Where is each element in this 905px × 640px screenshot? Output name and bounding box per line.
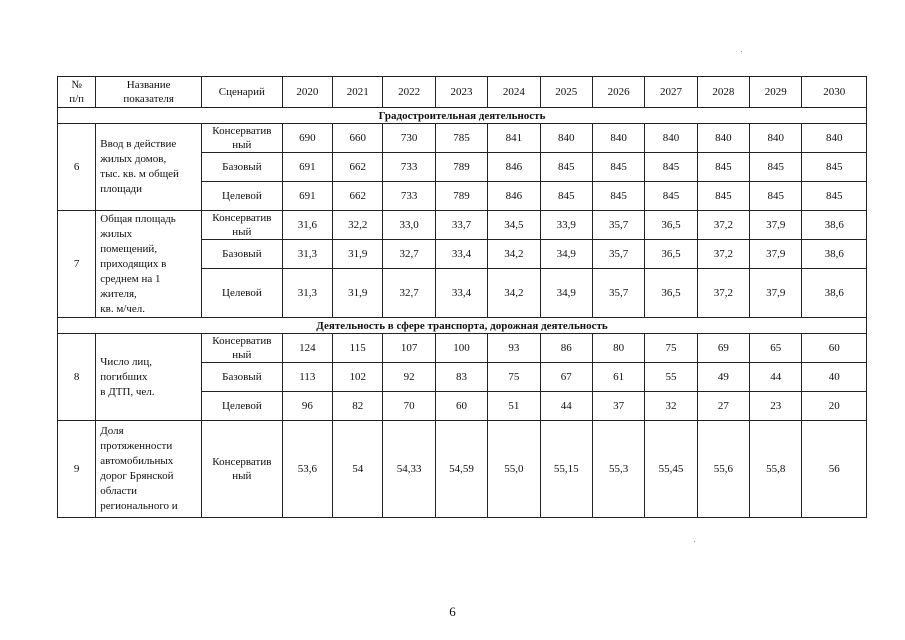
table-row: [58, 211, 867, 240]
value-cell: 37,9: [750, 240, 802, 269]
header-year: 2029: [750, 77, 802, 108]
header-year: 2022: [383, 77, 435, 108]
value-cell: 44: [750, 363, 802, 392]
value-cell: 56: [802, 421, 867, 518]
value-cell: 32,7: [383, 240, 435, 269]
scenario-cell: Целевой: [202, 182, 283, 211]
value-cell: 31,3: [282, 269, 332, 318]
header-num: № п/п: [58, 77, 96, 108]
table-header-row: [58, 77, 867, 108]
value-cell: 75: [488, 363, 540, 392]
value-cell: 36,5: [645, 211, 697, 240]
value-cell: 27: [697, 392, 749, 421]
value-cell: 38,6: [802, 240, 867, 269]
value-cell: 37,2: [697, 269, 749, 318]
value-cell: 845: [540, 182, 592, 211]
value-cell: 845: [592, 153, 644, 182]
value-cell: 33,7: [435, 211, 487, 240]
section-row: [58, 318, 867, 334]
value-cell: 93: [488, 334, 540, 363]
value-cell: 33,0: [383, 211, 435, 240]
value-cell: 33,4: [435, 240, 487, 269]
value-cell: 840: [645, 124, 697, 153]
value-cell: 691: [282, 153, 332, 182]
value-cell: 34,2: [488, 240, 540, 269]
value-cell: 44: [540, 392, 592, 421]
value-cell: 37,2: [697, 240, 749, 269]
indicator-number: 9: [58, 421, 96, 518]
value-cell: 35,7: [592, 211, 644, 240]
value-cell: 124: [282, 334, 332, 363]
value-cell: 845: [592, 182, 644, 211]
value-cell: 70: [383, 392, 435, 421]
value-cell: 33,4: [435, 269, 487, 318]
value-cell: 34,5: [488, 211, 540, 240]
header-year: 2023: [435, 77, 487, 108]
value-cell: 789: [435, 153, 487, 182]
scenario-cell: Консерватив ный: [202, 211, 283, 240]
indicator-name: Общая площадь жилых помещений, приходящих в среднем на 1 жителя, кв. м/чел.: [96, 211, 202, 318]
value-cell: 33,9: [540, 211, 592, 240]
value-cell: 20: [802, 392, 867, 421]
value-cell: 841: [488, 124, 540, 153]
header-year: 2028: [697, 77, 749, 108]
value-cell: 733: [383, 153, 435, 182]
value-cell: 845: [645, 182, 697, 211]
value-cell: 730: [383, 124, 435, 153]
value-cell: 82: [333, 392, 383, 421]
value-cell: 54,33: [383, 421, 435, 518]
value-cell: 840: [697, 124, 749, 153]
value-cell: 845: [697, 182, 749, 211]
value-cell: 37,9: [750, 211, 802, 240]
value-cell: 789: [435, 182, 487, 211]
value-cell: 32: [645, 392, 697, 421]
table-row: [58, 421, 867, 518]
value-cell: 107: [383, 334, 435, 363]
scenario-cell: Базовый: [202, 153, 283, 182]
value-cell: 75: [645, 334, 697, 363]
value-cell: 54,59: [435, 421, 487, 518]
header-indicator-name: Название показателя: [96, 77, 202, 108]
value-cell: 38,6: [802, 269, 867, 318]
value-cell: 690: [282, 124, 332, 153]
value-cell: 840: [592, 124, 644, 153]
scenario-cell: Консерватив ный: [202, 334, 283, 363]
header-year: 2025: [540, 77, 592, 108]
scenario-cell: Целевой: [202, 269, 283, 318]
value-cell: 67: [540, 363, 592, 392]
value-cell: 31,6: [282, 211, 332, 240]
scenario-cell: Целевой: [202, 392, 283, 421]
value-cell: 86: [540, 334, 592, 363]
value-cell: 55,45: [645, 421, 697, 518]
value-cell: 38,6: [802, 211, 867, 240]
value-cell: 846: [488, 153, 540, 182]
value-cell: 846: [488, 182, 540, 211]
value-cell: 34,2: [488, 269, 540, 318]
value-cell: 40: [802, 363, 867, 392]
value-cell: 51: [488, 392, 540, 421]
header-year: 2030: [802, 77, 867, 108]
table-row: [58, 124, 867, 153]
page-number: 6: [449, 604, 456, 619]
value-cell: 96: [282, 392, 332, 421]
value-cell: 115: [333, 334, 383, 363]
value-cell: 37,9: [750, 269, 802, 318]
value-cell: 34,9: [540, 269, 592, 318]
value-cell: 31,9: [333, 269, 383, 318]
value-cell: 31,9: [333, 240, 383, 269]
value-cell: 61: [592, 363, 644, 392]
indicator-name: Доля протяженности автомобильных дорог Брянской области регионального и: [96, 421, 202, 518]
value-cell: 55,3: [592, 421, 644, 518]
header-year: 2024: [488, 77, 540, 108]
header-year: 2021: [333, 77, 383, 108]
header-year: 2027: [645, 77, 697, 108]
value-cell: 83: [435, 363, 487, 392]
scenario-cell: Базовый: [202, 363, 283, 392]
indicator-name: Ввод в действие жилых домов, тыс. кв. м общей площади: [96, 124, 202, 211]
indicators-table: [57, 76, 867, 518]
value-cell: 845: [645, 153, 697, 182]
value-cell: 35,7: [592, 240, 644, 269]
value-cell: 37,2: [697, 211, 749, 240]
value-cell: 69: [697, 334, 749, 363]
scenario-cell: Консерватив ный: [202, 421, 283, 518]
value-cell: 80: [592, 334, 644, 363]
section-row: [58, 108, 867, 124]
value-cell: 840: [540, 124, 592, 153]
section-title: Градостроительная деятельность: [58, 108, 867, 124]
header-year: 2020: [282, 77, 332, 108]
value-cell: 785: [435, 124, 487, 153]
value-cell: 100: [435, 334, 487, 363]
value-cell: 845: [750, 182, 802, 211]
value-cell: 34,9: [540, 240, 592, 269]
value-cell: 840: [750, 124, 802, 153]
scan-speck: [741, 51, 742, 52]
value-cell: 92: [383, 363, 435, 392]
value-cell: 55,8: [750, 421, 802, 518]
value-cell: 60: [435, 392, 487, 421]
value-cell: 660: [333, 124, 383, 153]
value-cell: 36,5: [645, 240, 697, 269]
scenario-cell: Консерватив ный: [202, 124, 283, 153]
section-title: Деятельность в сфере транспорта, дорожная деятельность: [58, 318, 867, 334]
value-cell: 662: [333, 182, 383, 211]
indicator-number: 8: [58, 334, 96, 421]
value-cell: 691: [282, 182, 332, 211]
value-cell: 733: [383, 182, 435, 211]
value-cell: 845: [802, 182, 867, 211]
value-cell: 55,6: [697, 421, 749, 518]
value-cell: 662: [333, 153, 383, 182]
value-cell: 845: [540, 153, 592, 182]
value-cell: 23: [750, 392, 802, 421]
table-body: [58, 108, 867, 518]
value-cell: 845: [802, 153, 867, 182]
indicator-number: 7: [58, 211, 96, 318]
value-cell: 55: [645, 363, 697, 392]
value-cell: 53,6: [282, 421, 332, 518]
value-cell: 54: [333, 421, 383, 518]
value-cell: 32,7: [383, 269, 435, 318]
header-scenario: Сценарий: [202, 77, 283, 108]
value-cell: 845: [750, 153, 802, 182]
value-cell: 49: [697, 363, 749, 392]
value-cell: 840: [802, 124, 867, 153]
value-cell: 37: [592, 392, 644, 421]
value-cell: 31,3: [282, 240, 332, 269]
value-cell: 32,2: [333, 211, 383, 240]
scan-speck: [694, 541, 695, 542]
value-cell: 36,5: [645, 269, 697, 318]
scenario-cell: Базовый: [202, 240, 283, 269]
indicator-name: Число лиц, погибших в ДТП, чел.: [96, 334, 202, 421]
indicator-number: 6: [58, 124, 96, 211]
value-cell: 35,7: [592, 269, 644, 318]
value-cell: 60: [802, 334, 867, 363]
value-cell: 113: [282, 363, 332, 392]
header-year: 2026: [592, 77, 644, 108]
value-cell: 55,0: [488, 421, 540, 518]
value-cell: 845: [697, 153, 749, 182]
value-cell: 65: [750, 334, 802, 363]
table-row: [58, 334, 867, 363]
value-cell: 102: [333, 363, 383, 392]
value-cell: 55,15: [540, 421, 592, 518]
